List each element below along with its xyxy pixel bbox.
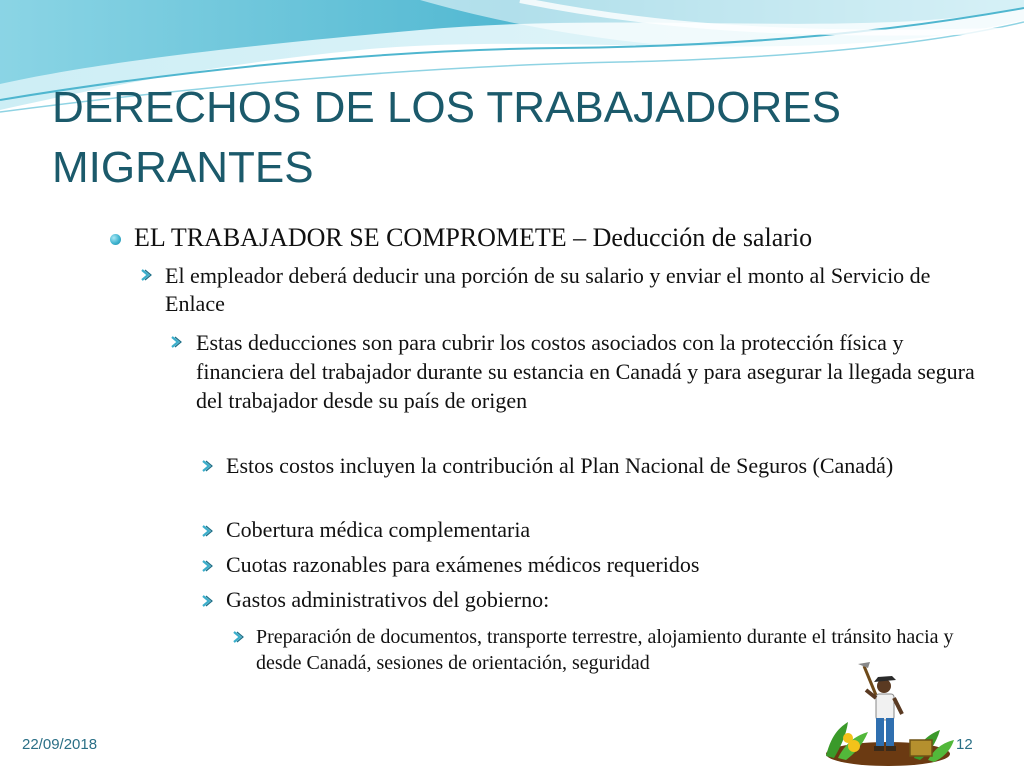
arrow-bullet-icon	[232, 630, 246, 644]
bullet-sub1	[165, 262, 965, 318]
farm-worker-clipart	[818, 660, 958, 768]
arrow-bullet-icon	[201, 594, 215, 608]
slide-title-line-1: DERECHOS DE LOS TRABAJADORES	[52, 83, 841, 132]
bullet-admin-detail-text: Preparación de documentos, transporte terrestre, alojamiento durante el tránsito hacia y desde Canadá, sesiones de orientación, seguridad	[256, 626, 954, 674]
bullet-sub2	[196, 328, 976, 415]
bullet-main	[134, 222, 994, 254]
list-item-text: Cobertura médica complementaria	[226, 517, 531, 542]
footer-page-number: 12	[956, 736, 973, 753]
footer-date: 22/09/2018	[22, 736, 98, 753]
list-item-cost-1	[226, 451, 986, 480]
list-item-text: Estos costos incluyen la contribución al Plan Nacional de Seguros (Canadá)	[226, 453, 894, 478]
slide-title	[52, 78, 982, 198]
list-item-cost-2	[226, 515, 986, 544]
list-item-cost-4	[226, 585, 986, 614]
slide-title-line-2: MIGRANTES	[52, 143, 314, 192]
round-bullet-icon	[110, 234, 121, 245]
bullet-sub1-text: El empleador deberá deducir una porción de su salario y enviar el monto al Servicio de Enlace	[165, 263, 931, 316]
list-item-text: Cuotas razonables para exámenes médicos requeridos	[226, 552, 700, 577]
arrow-bullet-icon	[201, 459, 215, 473]
list-item-cost-3	[226, 550, 986, 579]
bullet-main-text: EL TRABAJADOR SE COMPROMETE – Deducción de salario	[134, 223, 813, 252]
list-item-text: Gastos administrativos del gobierno:	[226, 587, 550, 612]
arrow-bullet-icon	[201, 559, 215, 573]
arrow-bullet-icon	[201, 524, 215, 538]
arrow-bullet-icon	[170, 335, 184, 349]
arrow-bullet-icon	[140, 268, 154, 282]
bullet-sub2-text: Estas deducciones son para cubrir los costos asociados con la protección física y financiera del trabajador durante su estancia en Canadá y para asegurar la llegada segura del trabajador desde su país de origen	[196, 330, 975, 413]
